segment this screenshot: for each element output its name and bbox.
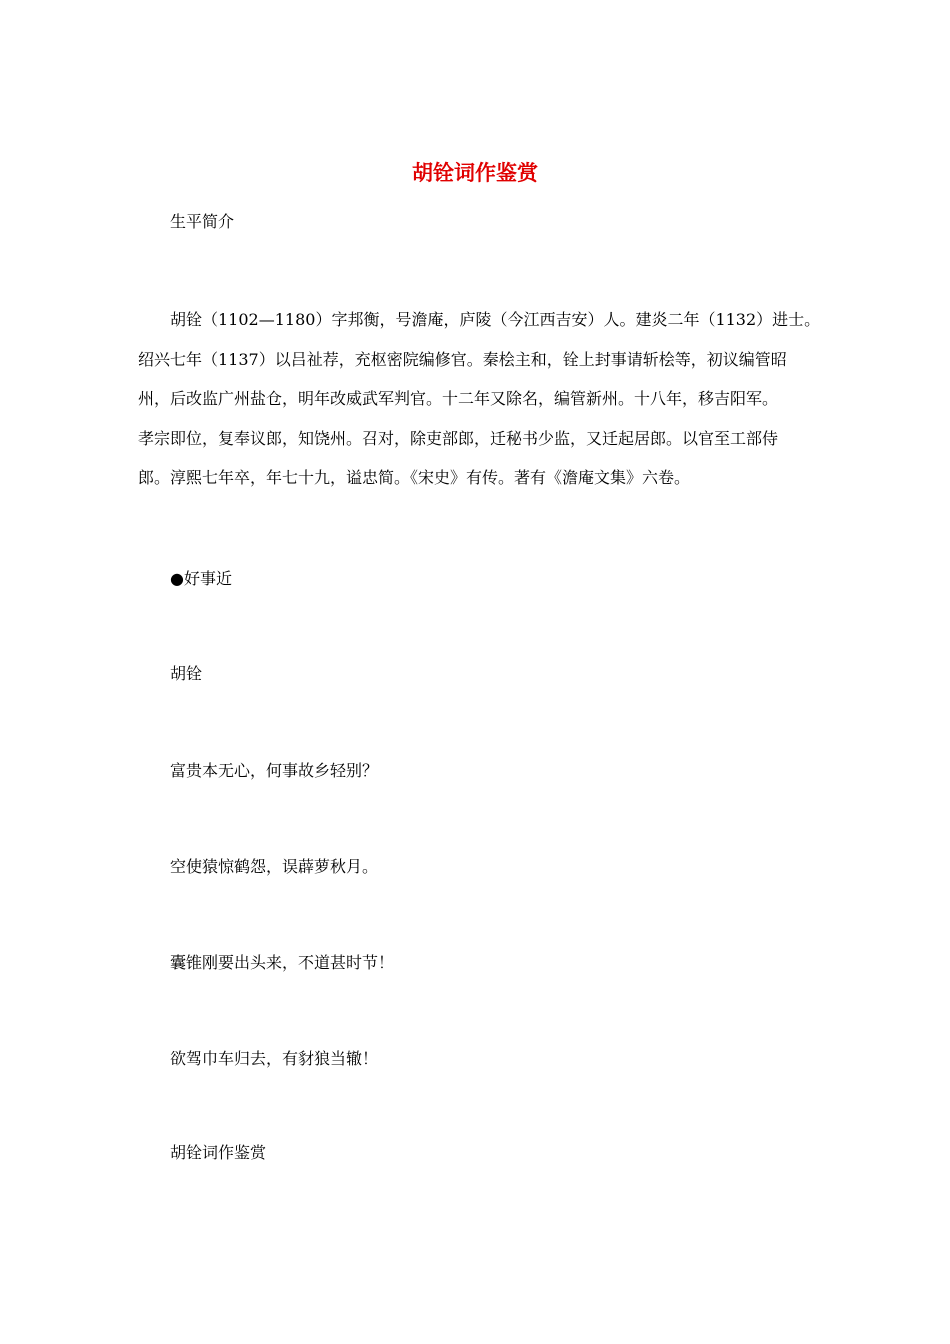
bio-line: 绍兴七年（1137）以吕祉荐，充枢密院编修官。秦桧主和，铨上封事请斩桧等，初议编管昭 bbox=[138, 349, 787, 369]
bio-heading: 生平简介 bbox=[170, 212, 235, 231]
document-title: 胡铨词作鉴赏 bbox=[412, 161, 538, 185]
bio-paragraph bbox=[138, 300, 828, 498]
poem-title: ●好事近 bbox=[170, 569, 232, 588]
poem-line: 空使猿惊鹤怨，误薜萝秋月。 bbox=[170, 857, 379, 876]
poem-author: 胡铨 bbox=[170, 664, 203, 683]
bio-line: 州，后改监广州盐仓，明年改威武军判官。十二年又除名，编管新州。十八年，移吉阳军。 bbox=[138, 389, 779, 408]
poem-line: 囊锥刚要出头来，不道甚时节！ bbox=[170, 953, 395, 972]
poem-line: 欲驾巾车归去，有豺狼当辙！ bbox=[170, 1049, 379, 1068]
bio-line: 孝宗即位，复奉议郎，知饶州。召对，除吏部郎，迁秘书少监，又迁起居郎。以官至工部侍 bbox=[138, 428, 779, 448]
poem-line: 富贵本无心，何事故乡轻别？ bbox=[170, 761, 379, 780]
footer-heading: 胡铨词作鉴赏 bbox=[170, 1143, 267, 1162]
bio-line: 郎。淳熙七年卒，年七十九，谥忠简。《宋史》有传。著有《澹庵文集》六卷。 bbox=[138, 468, 691, 487]
bio-line: 胡铨（1102—1180）字邦衡，号澹庵，庐陵（今江西吉安）人。建炎二年（1132）进士。 bbox=[170, 310, 821, 329]
